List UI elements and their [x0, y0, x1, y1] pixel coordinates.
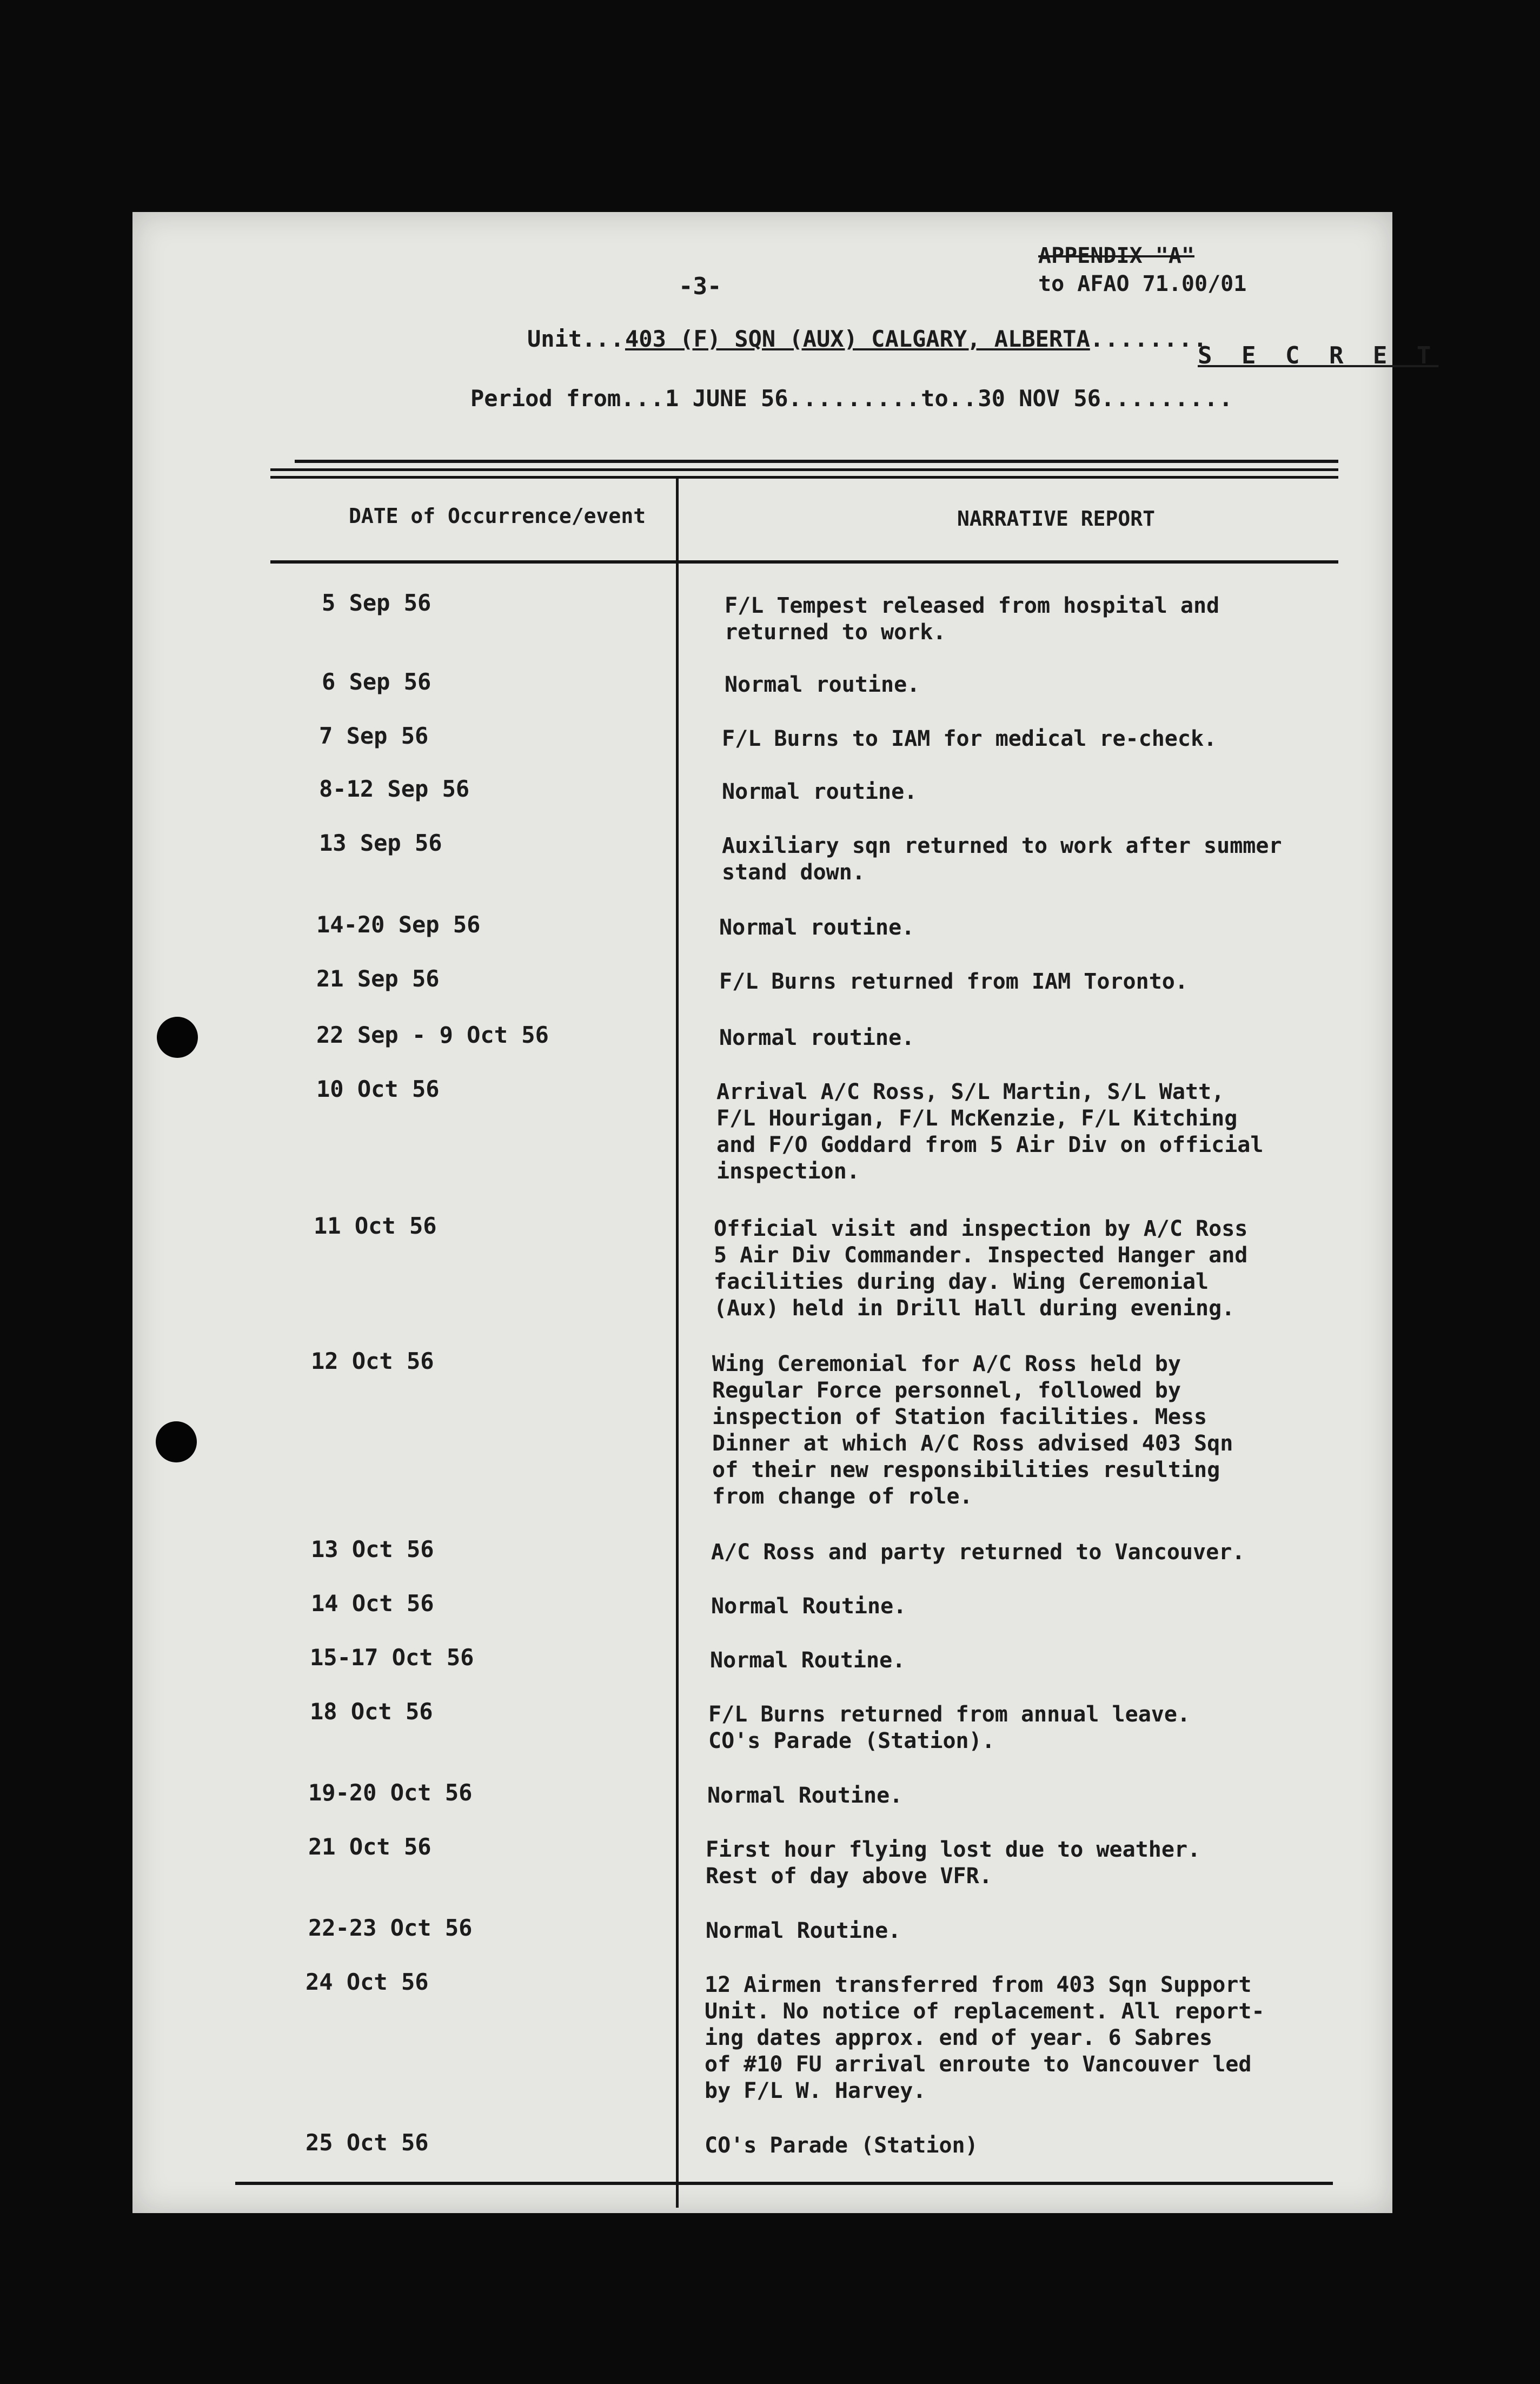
- entry-narrative: F/L Burns returned from annual leave. CO's Parade (Station).: [708, 1702, 1191, 1753]
- entry-narrative: F/L Burns to IAM for medical re-check.: [722, 726, 1217, 751]
- appendix-line-1: APPENDIX "A": [1038, 243, 1194, 268]
- unit-label: Unit.: [527, 326, 596, 352]
- period-label: Period from: [470, 385, 621, 412]
- classification-marking: S E C R E T: [1198, 342, 1439, 369]
- entry-date: 21 Oct 56: [308, 1833, 432, 1860]
- punch-hole-lower: [156, 1421, 197, 1462]
- entry-date: 19-20 Oct 56: [308, 1779, 473, 1806]
- entry-date: 5 Sep 56: [322, 590, 432, 616]
- date-column-header: DATE of Occurrence/event: [349, 504, 646, 528]
- entry-date: 24 Oct 56: [306, 1969, 429, 1995]
- entry-narrative: First hour flying lost due to weather. Rest of day above VFR.: [706, 1837, 1201, 1889]
- entry-narrative: Normal routine.: [719, 1025, 915, 1050]
- entry-narrative: Normal Routine.: [710, 1648, 906, 1673]
- entry-date: 12 Oct 56: [311, 1348, 434, 1374]
- entry-date: 7 Sep 56: [319, 723, 429, 749]
- entry-narrative: Normal routine.: [719, 915, 915, 940]
- period-row: Period from...1 JUNE 56.........to..30 NOV 56.........: [470, 385, 1234, 412]
- unit-value: 403 (F) SQN (AUX) CALGARY, ALBERTA: [625, 326, 1090, 352]
- document-page: [132, 212, 1439, 2213]
- page-number: -3-: [679, 273, 722, 300]
- entry-date: 10 Oct 56: [316, 1076, 440, 1102]
- entry-narrative: CO's Parade (Station): [705, 2133, 978, 2158]
- period-to-label: to: [921, 385, 948, 412]
- entry-narrative: 12 Airmen transferred from 403 Sqn Support Unit. No notice of replacement. All report- ing dates approx. end of year. 6 Sabres of #10 FU arrival enroute to Vancouver led by F/L W. Harvey.: [705, 1972, 1265, 2103]
- entry-date: 22 Sep - 9 Oct 56: [316, 1022, 549, 1048]
- entry-date: 11 Oct 56: [314, 1213, 437, 1239]
- report-column-header: NARRATIVE REPORT: [957, 507, 1156, 531]
- entry-narrative: Normal Routine.: [706, 1918, 901, 1943]
- entry-narrative: Normal routine.: [725, 672, 920, 697]
- entry-narrative: A/C Ross and party returned to Vancouver.: [711, 1540, 1245, 1565]
- entry-date: 25 Oct 56: [306, 2129, 429, 2156]
- entry-date: 21 Sep 56: [316, 965, 440, 992]
- entry-date: 8-12 Sep 56: [319, 776, 470, 802]
- entry-date: 14 Oct 56: [311, 1590, 434, 1617]
- entry-narrative: Wing Ceremonial for A/C Ross held by Regular Force personnel, followed by inspection of Station facilities. Mess Dinner at which A/C Ross advised 403 Sqn of their new responsibilities resulting from change of role.: [712, 1352, 1233, 1509]
- entry-date: 13 Oct 56: [311, 1536, 434, 1562]
- bottom-rule: [235, 2182, 1333, 2185]
- entries-table: [132, 212, 1392, 2213]
- entry-narrative: Arrival A/C Ross, S/L Martin, S/L Watt, F/L Hourigan, F/L McKenzie, F/L Kitching and F/O Goddard from 5 Air Div on official inspection.: [716, 1080, 1264, 1184]
- entry-narrative: Normal Routine.: [707, 1783, 903, 1808]
- unit-row: Unit...403 (F) SQN (AUX) CALGARY, ALBERTA........: [527, 326, 1209, 352]
- entry-date: 13 Sep 56: [319, 830, 442, 856]
- appendix-line-2: to AFAO 71.00/01: [1038, 271, 1247, 296]
- entry-narrative: F/L Burns returned from IAM Toronto.: [719, 969, 1188, 994]
- entry-narrative: Auxiliary sqn returned to work after summer stand down.: [722, 833, 1282, 885]
- entry-date: 22-23 Oct 56: [308, 1915, 473, 1941]
- entry-date: 18 Oct 56: [310, 1698, 433, 1725]
- entry-narrative: Normal routine.: [722, 779, 918, 804]
- punch-hole-upper: [157, 1017, 198, 1058]
- entry-narrative: F/L Tempest released from hospital and returned to work.: [725, 593, 1220, 645]
- entry-date: 6 Sep 56: [322, 668, 432, 695]
- entry-narrative: Official visit and inspection by A/C Ross 5 Air Div Commander. Inspected Hanger and facilities during day. Wing Ceremonial (Aux) held in Drill Hall during evening.: [714, 1216, 1248, 1321]
- period-from: 1 JUNE 56: [665, 385, 788, 412]
- entry-narrative: Normal Routine.: [711, 1594, 907, 1619]
- entry-date: 14-20 Sep 56: [316, 911, 481, 938]
- period-to: 30 NOV 56: [978, 385, 1101, 412]
- entry-date: 15-17 Oct 56: [310, 1644, 474, 1671]
